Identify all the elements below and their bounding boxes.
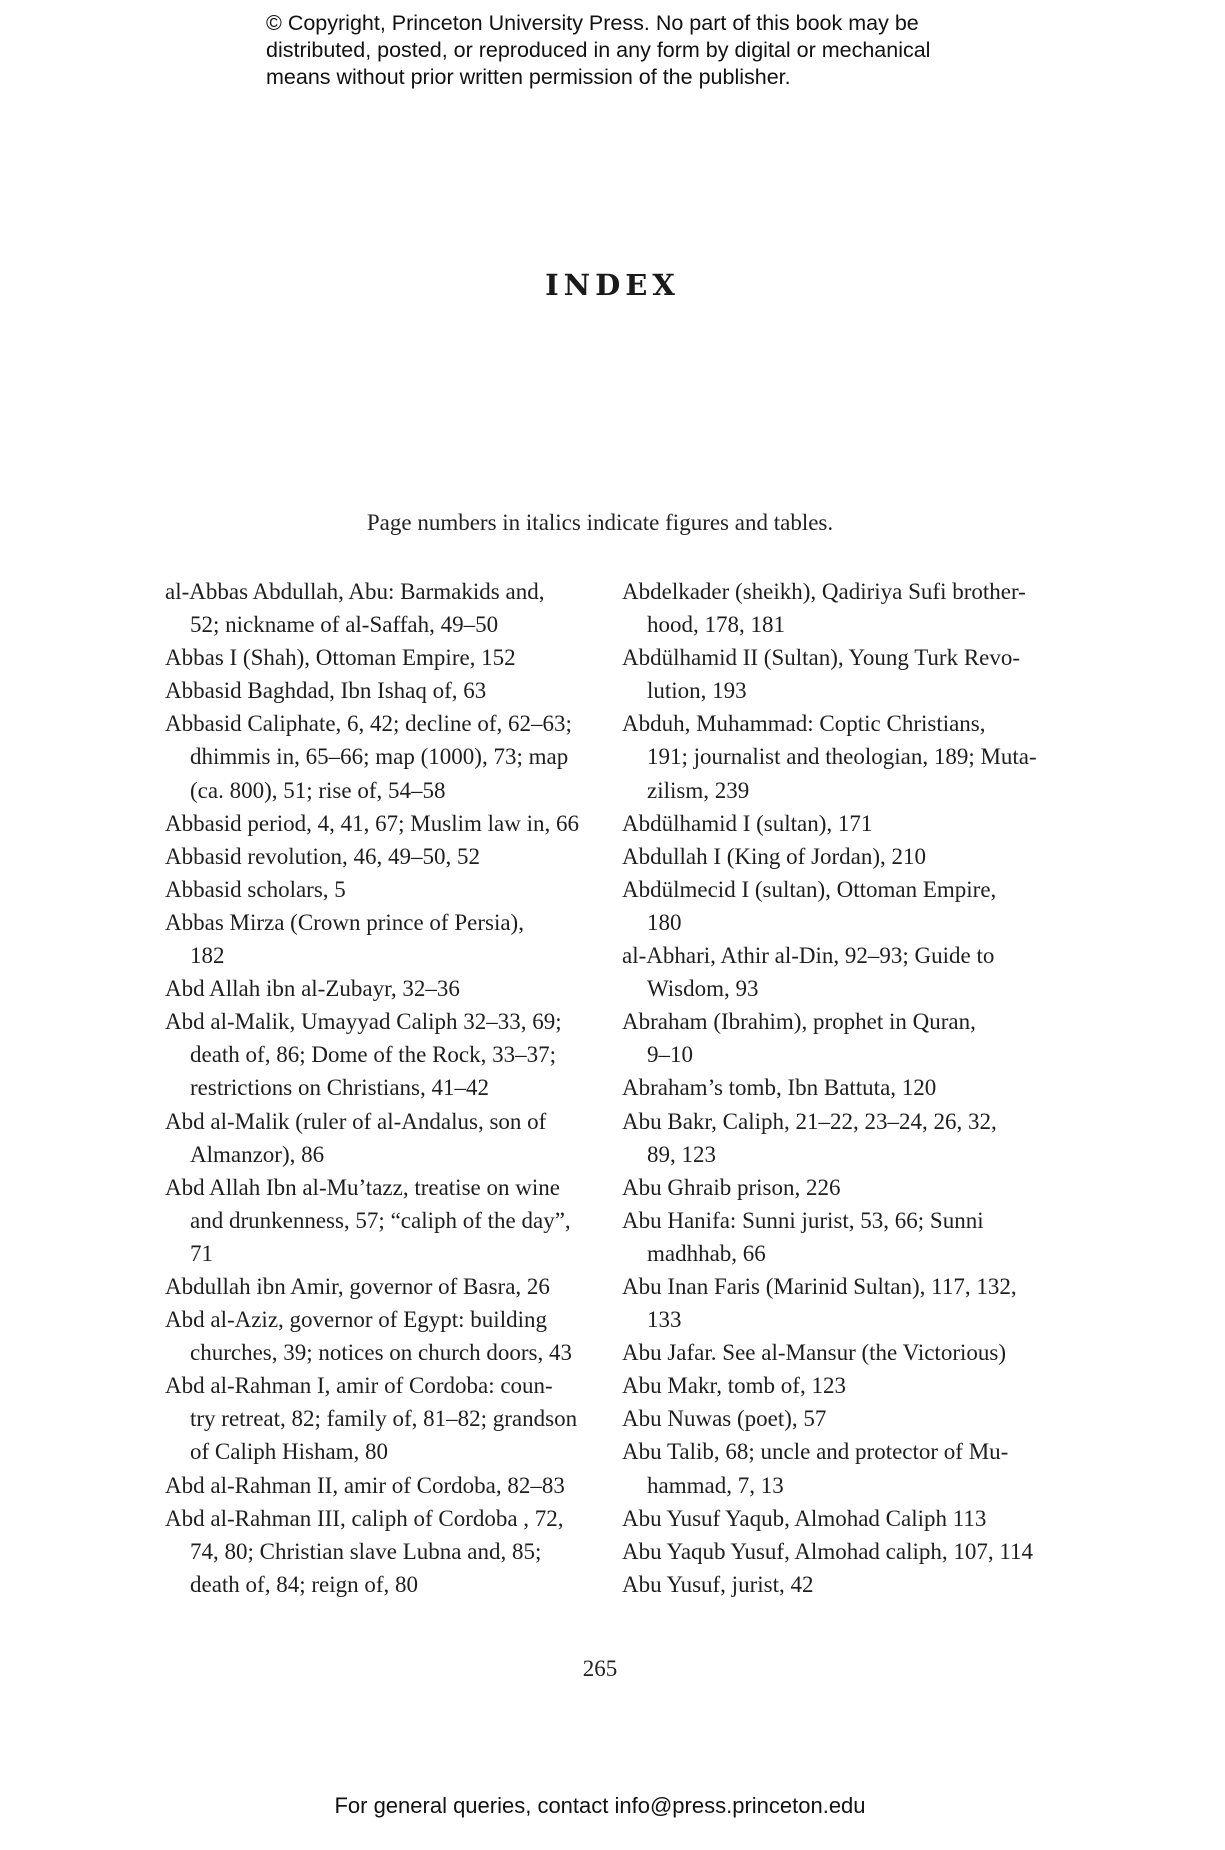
index-entry-line: Abu Yaqub Yusuf, Almohad caliph, 107, 114 [622,1538,1034,1564]
index-entry-line: Wisdom, 93 [647,976,759,1002]
copyright-line: means without prior written permission of the publisher. [266,65,791,89]
index-column-right [622,575,1062,1601]
index-entry [622,1535,1062,1568]
index-entry-line: Abdülhamid II (Sultan), Young Turk Revo- [622,645,1021,671]
index-entry [165,972,605,1005]
index-entry [622,707,1062,806]
index-note: Page numbers in italics indicate figures and tables. [366,510,834,535]
index-entry-line: hood, 178, 181 [647,612,785,638]
index-entry-line: 182 [190,943,225,969]
index-entry-line: Abu Ghraib prison, 226 [622,1174,841,1200]
index-entry [622,641,1062,707]
copyright-line: © Copyright, Princeton University Press. No part of this book may be [266,11,919,35]
index-entry-line: 71 [190,1240,213,1266]
index-entry [622,1369,1062,1402]
index-entry-line: lution, 193 [647,678,747,704]
index-entry [165,807,605,840]
index-entry-line: Abu Nuwas (poet), 57 [622,1406,827,1432]
index-entry [165,641,605,674]
index-entry-line: Abd al-Rahman II, amir of Cordoba, 82–83 [165,1472,565,1498]
index-entry-line: Abraham’s tomb, Ibn Battuta, 120 [622,1075,937,1101]
index-entry-line: Abbasid period, 4, 41, 67; Muslim law in, 66 [165,810,579,836]
index-entry-line: Abraham (Ibrahim), prophet in Quran, [622,1009,976,1035]
index-entry-line: Abdülmecid I (sultan), Ottoman Empire, [622,876,997,902]
index-entry-line: Abu Hanifa: Sunni jurist, 53, 66; Sunni [622,1207,984,1233]
index-entry-line: 191; journalist and theologian, 189; Muta- [647,744,1037,770]
index-entry [165,1369,605,1468]
index-entry [622,1435,1062,1501]
index-entry [622,1105,1062,1171]
index-entry-line: al-Abhari, Athir al-Din, 92–93; Guide to [622,943,995,969]
index-entry-line: restrictions on Christians, 41–42 [190,1075,489,1101]
index-entry [165,674,605,707]
index-entry-line: Abu Yusuf, jurist, 42 [622,1571,814,1597]
page-title: INDEX [545,268,680,302]
index-entry [622,1336,1062,1369]
index-entry-line: Abdullah I (King of Jordan), 210 [622,843,927,869]
index-entry-line: Abbasid revolution, 46, 49–50, 52 [165,843,480,869]
index-entry-line: 52; nickname of al-Saffah, 49–50 [190,612,499,638]
index-entry [622,873,1062,939]
copyright-notice [266,10,986,91]
index-entry [165,1171,605,1270]
index-entry-line: churches, 39; notices on church doors, 43 [190,1340,572,1366]
index-entry-line: Abd al-Aziz, governor of Egypt: building [165,1307,547,1333]
index-entry-line: Abd Allah ibn al-Zubayr, 32–36 [165,976,460,1002]
index-entry [622,1270,1062,1336]
index-entry [622,1402,1062,1435]
footer-contact: For general queries, contact info@press.princeton.edu [334,1793,866,1818]
index-entry [165,1270,605,1303]
index-entry [165,840,605,873]
index-column-left [165,575,605,1601]
index-entry-line: Abbas I (Shah), Ottoman Empire, 152 [165,645,516,671]
index-entry-line: Abbasid Baghdad, Ibn Ishaq of, 63 [165,678,487,704]
index-entry [622,840,1062,873]
index-entry-line: Abdullah ibn Amir, governor of Basra, 26 [165,1273,550,1299]
index-entry-line: 74, 80; Christian slave Lubna and, 85; [190,1538,542,1564]
index-entry [622,1005,1062,1071]
index-entry [165,873,605,906]
index-entry-line: Abd al-Rahman III, caliph of Cordoba , 72, [165,1505,564,1531]
index-entry-line: and drunkenness, 57; “caliph of the day”, [190,1207,571,1233]
index-entry [165,1502,605,1601]
index-entry [165,906,605,972]
index-entry [622,1171,1062,1204]
index-entry-line: Abu Inan Faris (Marinid Sultan), 117, 132, [622,1273,1017,1299]
index-entry-line: Abd Allah Ibn al-Mu’tazz, treatise on wine [165,1174,560,1200]
index-entry [165,1105,605,1171]
index-entry-line: Abbasid scholars, 5 [165,876,346,902]
index-entry [622,1204,1062,1270]
index-entry [622,939,1062,1005]
index-entry-line: Abdülhamid I (sultan), 171 [622,810,873,836]
index-entry-line: Abd al-Malik (ruler of al-Andalus, son of [165,1108,547,1134]
index-entry-line: hammad, 7, 13 [647,1472,784,1498]
index-entry-line: Abd al-Malik, Umayyad Caliph 32–33, 69; [165,1009,562,1035]
index-entry-line: 9–10 [647,1042,693,1068]
index-entry-line: 180 [647,909,682,935]
copyright-line: distributed, posted, or reproduced in any form by digital or mechanical [266,38,931,62]
index-entry-line: Abu Yusuf Yaqub, Almohad Caliph 113 [622,1505,987,1531]
index-entry-line: Abu Talib, 68; uncle and protector of Mu- [622,1439,1009,1465]
index-entry [622,1071,1062,1104]
index-entry-line: al-Abbas Abdullah, Abu: Barmakids and, [165,579,545,604]
index-entry [622,807,1062,840]
index-entry-line: Abu Makr, tomb of, 123 [622,1373,846,1399]
index-entry-line: Abd al-Rahman I, amir of Cordoba: coun- [165,1373,553,1399]
index-entry [622,1568,1062,1601]
index-entry [165,575,605,641]
index-entry-line: Abu Bakr, Caliph, 21–22, 23–24, 26, 32, [622,1108,997,1134]
index-entry-line: madhhab, 66 [647,1240,766,1266]
index-entry [622,575,1062,641]
index-entry [165,1469,605,1502]
index-entry [622,1502,1062,1535]
index-entry-line: try retreat, 82; family of, 81–82; grandson [190,1406,578,1432]
index-entry-line: death of, 86; Dome of the Rock, 33–37; [190,1042,557,1068]
index-entry-line: Abdelkader (sheikh), Qadiriya Sufi brother- [622,579,1026,604]
index-entry [165,1005,605,1104]
index-entry [165,707,605,806]
index-entry-line: dhimmis in, 65–66; map (1000), 73; map [190,744,569,770]
index-entry [165,1303,605,1369]
index-entry-line: Abduh, Muhammad: Coptic Christians, [622,711,986,737]
index-entry-line: death of, 84; reign of, 80 [190,1571,419,1597]
index-entry-line: zilism, 239 [647,777,750,803]
index-entry-line: Abu Jafar. See al-Mansur (the Victorious) [622,1340,1006,1366]
index-entry-line: 133 [647,1307,682,1333]
index-entry-line: 89, 123 [647,1141,716,1167]
index-entry-line: of Caliph Hisham, 80 [190,1439,389,1465]
index-entry-line: Abbasid Caliphate, 6, 42; decline of, 62–63; [165,711,572,737]
page-number: 265 [582,1656,618,1681]
index-entry-line: (ca. 800), 51; rise of, 54–58 [190,777,446,803]
index-entry-line: Almanzor), 86 [190,1141,325,1167]
index-entry-line: Abbas Mirza (Crown prince of Persia), [165,909,524,935]
